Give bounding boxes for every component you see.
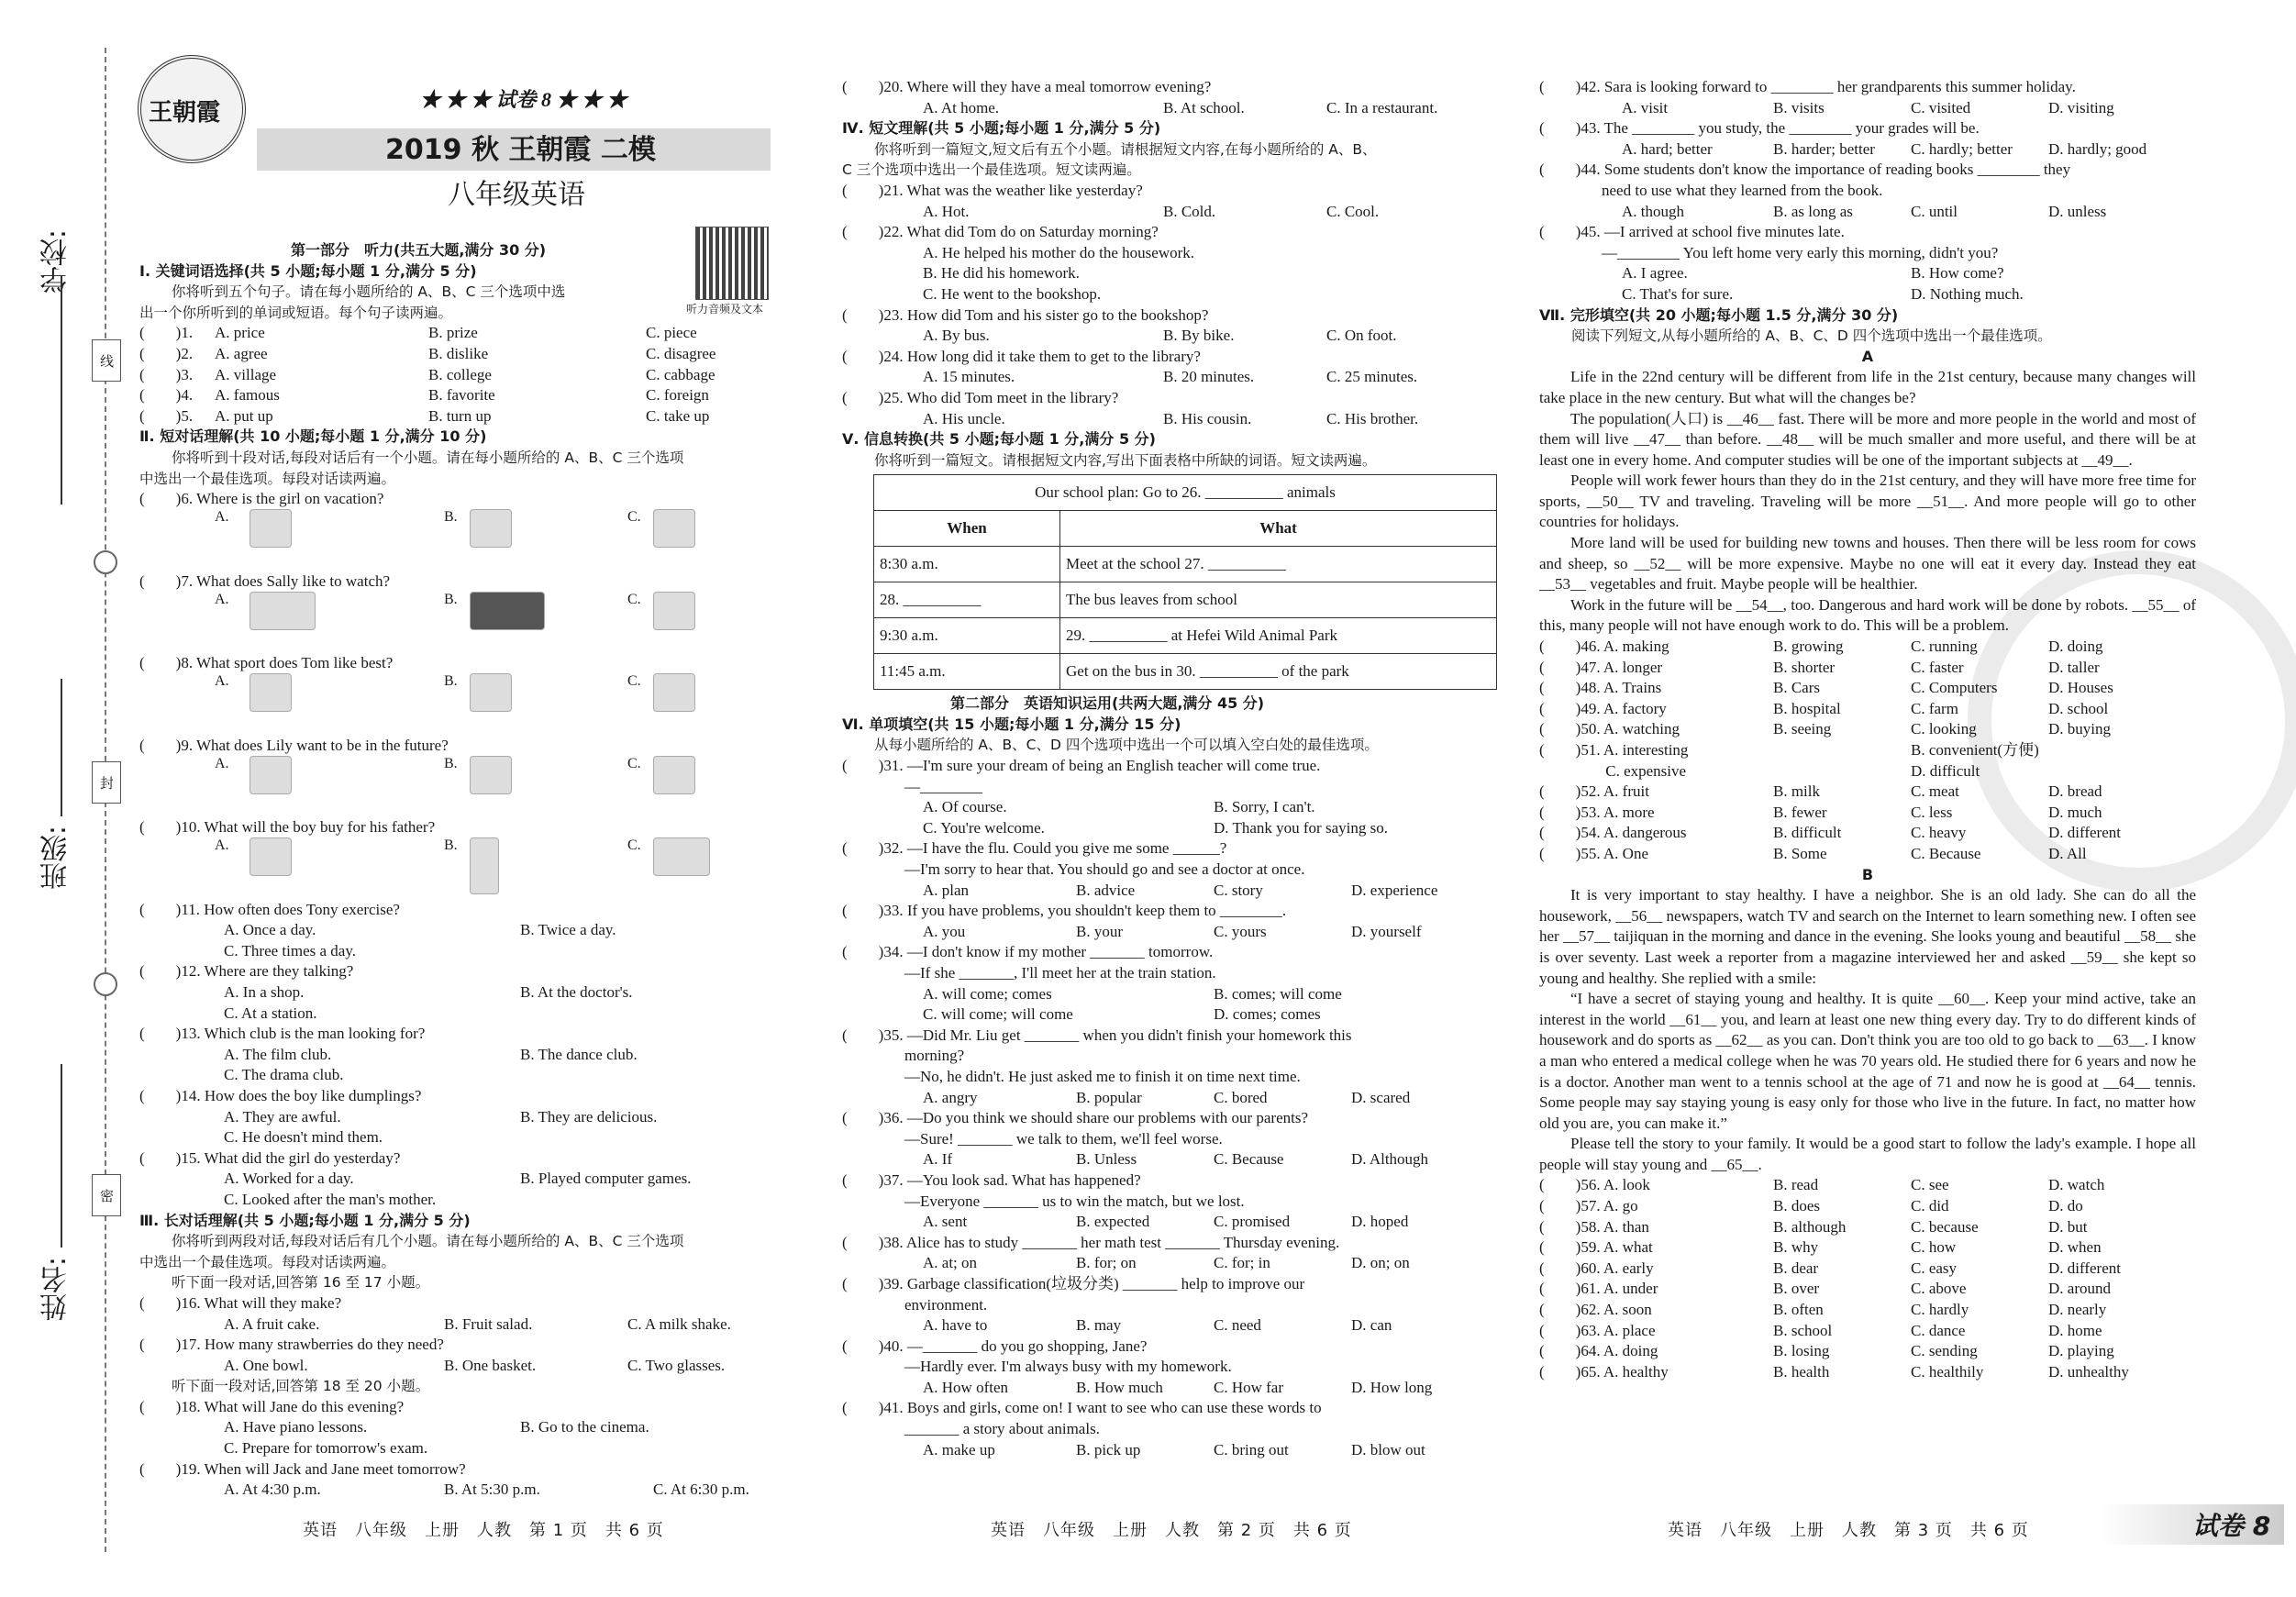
table-row: 9:30 a.m. 29. __________ at Hefei Wild Animal Park xyxy=(874,618,1497,654)
cap-icon[interactable] xyxy=(250,837,292,876)
seal-mark-seal: 封 xyxy=(92,761,121,804)
section1-intro: 你将听到五个句子。请在每小题所给的 A、B、C 三个选项中选 xyxy=(172,283,566,301)
table-row: 28. __________ The bus leaves from school xyxy=(874,582,1497,618)
section6-title: Ⅵ. 单项填空(共 15 小题;每小题 1 分,满分 15 分) xyxy=(842,715,1181,733)
column-1: 第一部分 听力(共五大题,满分 30 分) Ⅰ. 关键词语选择(共 5 小题;每小题 1 分,满分 5 分) 你将听到五个句子。请在每小题所给的 A、B、C 三个选项中选 出一个你所听到的单词或短语。每个句子读两遍。 ( )1. A. price B. prize C. piece ( )2. A. agree B. dislike C. disagree ( )3. A. village B. college C. cabbage ( )4. A. famous B. favorite C. foreign ( )5. A. put up B. turn up C. take up Ⅱ. 短对话理解(共 10 小题;每小题 1 分,满分 10 分) 你将听到十段对话,每段对话后有一个小题。请在每小题所给的 A、B、C 三个选项 中选出一个最佳选项。每段对话读两遍。 ( )6. Where is the girl on vacation? A. B. C. ( )7. What does Sally like to watch? A. B. C. ( )8. What sport does Tom like best? A. B. C. ( )9. What does Lily want to be in the future? A. B. C. ( )10. What will the boy buy for his father? A. B. C. ( )11. How often does Tony exercise? A. Once a day. B. Twice a day. C. Three times a day. ( )12. Where are they talking? A. In a shop. B. At the doctor's. C. At a station. ( )13. Which club is the man looking for? A. The film club. B. The dance club. C. The drama club. ( )14. How does the boy like dumplings? A. They are awful. B. They are delicious. C. He doesn't mind them. ( )15. What did the girl do yesterday? A. Worked for a day. B. Played computer games. C. Looked after the man's mother. Ⅲ. 长对话理解(共 5 小题;每小题 1 分,满分 5 分) 你将听到两段对话,每段对话后有几个小题。请在每小题所给的 A、B、C 三个选项 中选出一个最佳选项。每段对话读两遍。 听下面一段对话,回答第 16 至 17 小题。 ( )16. What will they make? A. A fruit cake. B. Fruit salad. C. A milk shake. ( )17. How many strawberries do they need? A. One bowl. B. One basket. C. Two glasses. 听下面一段对话,回答第 18 至 20 小题。 ( )18. What will Jane do this evening? A. Have piano lessons. B. Go to the cinema. C. Prepare for tomorrow's exam. ( )19. When will Jack and Jane meet tomorrow? A. At 4:30 p.m. B. At 5:30 p.m. C. At 6:30 p.m. xyxy=(139,240,800,1501)
big-ben-icon[interactable] xyxy=(250,509,292,548)
info-table-wrap xyxy=(842,471,1498,693)
page-subtitle: 八年级英语 xyxy=(448,179,585,211)
footer-page-3: 英语 八年级 上册 人教 第 3 页 共 6 页 xyxy=(1668,1521,2029,1540)
section1-intro: 出一个你所听到的单词或短语。每个句子读两遍。 xyxy=(139,304,453,321)
passage-a-options: ( )46. A. making B. growing C. running D. doing ( )47. A. longer B. shorter C. faster D. taller ( )48. A. Trains B. Cars C. Computers D. Houses ( )49. A. factory B. hospital C. farm D. school ( )50. A. watching B. seeing C. looking D. buying ( )51. A. interesting B. convenient(方便) C. expensive D. difficult ( )52. A. fruit B. milk C. meat D. bread ( )53. A. more B. fewer C. less D. much ( )54. A. dangerous B. difficult C. heavy D. different ( )55. A. One B. Some C. Because D. All xyxy=(1539,638,2121,862)
question-row: ( )3. A. village B. college C. cabbage xyxy=(139,365,715,383)
punch-hole xyxy=(94,972,117,996)
section4-title: Ⅳ. 短文理解(共 5 小题;每小题 1 分,满分 5 分) xyxy=(842,119,1161,138)
part2-title: 第二部分 英语知识运用(共两大题,满分 45 分) xyxy=(950,694,1265,713)
picture-question: ( )9. What does Lily want to be in the future? A. B. C. xyxy=(139,736,800,818)
section3-title: Ⅲ. 长对话理解(共 5 小题;每小题 1 分,满分 5 分) xyxy=(139,1211,471,1229)
tennis-player-icon[interactable] xyxy=(470,673,512,712)
chef-icon[interactable] xyxy=(250,756,292,794)
name-field[interactable] xyxy=(61,1064,62,1248)
section2-intro: 你将听到十段对话,每段对话后有一个小题。请在每小题所给的 A、B、C 三个选项 xyxy=(172,449,684,466)
section1-items xyxy=(139,323,800,427)
section2-title: Ⅱ. 短对话理解(共 10 小题;每小题 1 分,满分 10 分) xyxy=(139,427,487,446)
section2-text-items: ( )11. How often does Tony exercise? A. Once a day. B. Twice a day. C. Three times a day. ( )12. Where are they talking? A. In a shop. B. At the doctor's. C. At a station. ( )13. Which club is the man looking for? A. The film club. B. The dance club. C. The drama club. ( )14. How does the boy like dumplings? A. They are awful. B. They are delicious. C. He doesn't mind them. ( )15. What did the girl do yesterday? A. Worked for a day. B. Played computer games. C. Looked after the man's mother. xyxy=(139,900,692,1208)
logo-seal xyxy=(138,55,246,163)
table-row: 11:45 a.m. Get on the bus in 30. __________ of the park xyxy=(874,654,1497,690)
nurse-icon[interactable] xyxy=(470,756,512,794)
school-label: 学校: xyxy=(40,229,72,294)
page-title: 2019 秋 王朝霞 二模 xyxy=(385,134,656,166)
table-row: 8:30 a.m. Meet at the school 27. __________ xyxy=(874,547,1497,582)
logo-text: 王朝霞 xyxy=(149,99,221,127)
news-tv-icon[interactable] xyxy=(470,592,545,630)
column-2: ( )20. Where will they have a meal tomorrow evening? A. At home. B. At school. C. In a restaurant. Ⅳ. 短文理解(共 5 小题;每小题 1 分,满分 5 分) 你将听到一篇短文,短文后有五个小题。请根据短文内容,在每小题所给的 A、B、 C 三个选项中选出一个最佳选项。短文读两遍。 ( )21. What was the weather like yesterday? A. Hot. B. Cold. C. Cool. ( )22. What did Tom do on Saturday morning? A. He helped his mother do the housework. B. He did his homework. C. He went to the bookshop. ( )23. How did Tom and his sister go to the bookshop? A. By bus. B. By bike. C. On foot. ( )24. How long did it take them to get to the library? A. 15 minutes. B. 20 minutes. C. 25 minutes. ( )25. Who did Tom meet in the library? A. His uncle. B. His cousin. C. His brother. Ⅴ. 信息转换(共 5 小题;每小题 1 分,满分 5 分) 你将听到一篇短文。请根据短文内容,写出下面表格中所缺的词语。短文读两遍。 Our school plan: Go to 26. __________ animals When What 8:30 a.m. Meet at the school 27. __________ 28. __________ The bus leaves from school 9:30 a.m. 29. __________ at Hefei Wild Animal Park 11:45 a.m. Get on the bus in 30. __________ of the park 第二部分 英语知识运用(共两大题,满分 45 分) Ⅵ. 单项填空(共 15 小题;每小题 1 分,满分 15 分) 从每小题所给的 A、B、C、D 四个选项中选出一个可以填入空白处的最佳选项。 ( )31. —I'm sure your dream of being an English teacher will come true. —________ A. Of course. B. Sorry, I can't. C. You're welcome. D. Thank you for saying so. ( )32. —I have the flu. Could you give me some ______? —I'm sorry to hear that. You should go and see a doctor at once. A. plan B. advice C. story D. experience ( )33. If you have problems, you shouldn't keep them to ________. A. you B. your C. yours D. yourself ( )34. —I don't know if my mother _______ tomorrow. —If she _______, I'll meet her at the train station. A. will come; comes B. comes; will come C. will come; will come D. comes; comes ( )35. —Did Mr. Liu get _______ when you didn't finish your homework this morning? —No, he didn't. He just asked me to finish it on time next time. A. angry B. popular C. bored D. scared ( )36. —Do you think we should share our problems with our parents? —Sure! _______ we talk to them, we'll feel worse. A. If B. Unless C. Because D. Although ( )37. —You look sad. What has happened? —Everyone _______ us to win the match, but we lost. A. sent B. expected C. promised D. hoped ( )38. Alice has to study _______ her math test _______ Thursday evening. A. at; on B. for; on C. for; in D. on; on ( )39. Garbage classification(垃圾分类) _______ help to improve our environment. A. have to B. may C. need D. can ( )40. —_______ do you go shopping, Jane? —Hardly ever. I'm always busy with my homework. A. How often B. How much C. How far D. How long ( )41. Boys and girls, come on! I want to see who can use these words to _______ a story about animals. A. make up B. pick up C. bring out D. blow out xyxy=(842,77,1498,1460)
paper-tag: ★ ★ ★ 试卷 8 ★ ★ ★ xyxy=(420,88,627,111)
info-table: Our school plan: Go to 26. __________ animals When What 8:30 a.m. Meet at the school 27. __________ 28. __________ The bus leaves from school 9:30 a.m. 29. __________ at Hefei Wild Animal Park 11:45 a.m. Get on the bus in 30. __________ of the park xyxy=(873,474,1497,690)
picture-question: ( )7. What does Sally like to watch? A. B. C. xyxy=(139,571,800,654)
passage-b-label: B xyxy=(1861,865,1874,883)
class-field[interactable] xyxy=(61,679,62,816)
comedian-face-icon[interactable] xyxy=(653,592,695,630)
picture-question: ( )8. What sport does Tom like best? A. B. C. xyxy=(139,653,800,736)
picture-question: ( )10. What will the boy buy for his father? A. B. C. xyxy=(139,817,800,900)
cartoon-icon[interactable] xyxy=(250,592,316,630)
baseball-player-icon[interactable] xyxy=(653,673,695,712)
question-row: ( )1. A. price B. prize C. piece xyxy=(139,324,697,342)
question-row: ( )2. A. agree B. dislike C. disagree xyxy=(139,344,716,362)
seal-mark-secret: 密 xyxy=(92,1174,121,1216)
passage-a: Life in the 22nd century will be different from life in the 21st century, because many changes will take place in the new century. But what will the changes be? The population(人口) is __46__ fast. There will be more and more people in the world and most of them will live __47__ than before. __48__ will be much smaller and more useful, and there will be at least one in every home. And computer studies will be one of the important subjects at __49__. People will work fewer hours than they do in the 21st century, and they will have more free time for sports, __50__ TV and traveling. Traveling will be more __51__. And more people will go to other countries for holidays. More land will be used for building new towns and houses. Then there will be less room for cows and sheep, so __52__ will be more expensive. Maybe no one will eat it every day. Instead they eat __53__ vegetables and fruit. Maybe people will be healthier. Work in the future will be __54__, too. Dangerous and hard work will be done by robots. __55__ of this, many people will not have enough work to do. This will be a problem. xyxy=(1539,368,2196,635)
statue-of-liberty-icon[interactable] xyxy=(653,509,695,548)
part1-title: 第一部分 听力(共五大题,满分 30 分) xyxy=(291,241,547,259)
footer-page-1: 英语 八年级 上册 人教 第 1 页 共 6 页 xyxy=(303,1521,664,1540)
name-label: 姓名: xyxy=(40,1257,72,1322)
eiffel-tower-icon[interactable] xyxy=(470,509,512,548)
school-field[interactable] xyxy=(61,275,62,505)
sneakers-icon[interactable] xyxy=(653,837,710,876)
footer-page-2: 英语 八年级 上册 人教 第 2 页 共 6 页 xyxy=(991,1521,1352,1540)
section1-title: Ⅰ. 关键词语选择(共 5 小题;每小题 1 分,满分 5 分) xyxy=(139,261,477,280)
seal-mark-line: 线 xyxy=(92,339,121,382)
column-3: ( )42. Sara is looking forward to ________ her grandparents this summer holiday. A. visit B. visits C. visited D. visiting ( )43. The ________ you study, the ________ your grades will be. A. hard; better B. harder; better C. hardly; better D. hardly; good ( )44. Some students don't know the importance of reading books ________ they need to use what they learned from the book. A. though B. as long as C. until D. unless ( )45. —I arrived at school five minutes late. —________ You left home very early this morning, didn't you? A. I agree. B. How come? C. That's for sure. D. Nothing much. Ⅶ. 完形填空(共 20 小题;每小题 1.5 分,满分 30 分) 阅读下列短文,从每小题所给的 A、B、C、D 四个选项中选出一个最佳选项。 A Life in the 22nd century will be different from life in the 21st century, because many changes will take place in the new century. But what will the changes be? The population(人口) is __46__ fast. There will be more and more people in the world and most of them will live __47__ than before. __48__ will be much smaller and more useful, and there will be at least one in every home. And computer studies will be one of the important subjects at __49__. People will work fewer hours than they do in the 21st century, and they will have more free time for sports, __50__ TV and traveling. Traveling will be more __51__. And more people will go to other countries for holidays. More land will be used for building new towns and houses. Then there will be less room for cows and sheep, so __52__ will be more expensive. Maybe no one will eat it every day. Instead they eat __53__ vegetables and fruit. Maybe people will be healthier. Work in the future will be __54__, too. Dangerous and hard work will be done by robots. __55__ of this, many people will not have enough work to do. This will be a problem. ( )46. A. making B. growing C. running D. doing ( )47. A. longer B. shorter C. faster D. taller ( )48. A. Trains B. Cars C. Computers D. Houses ( )49. A. factory B. hospital C. farm D. school ( )50. A. watching B. seeing C. looking D. buying ( )51. A. interesting B. convenient(方便) C. expensive D. difficult ( )52. A. fruit B. milk C. meat D. bread ( )53. A. more B. fewer C. less D. much ( )54. A. dangerous B. difficult C. heavy D. different ( )55. A. One B. Some C. Because D. All B It is very important to stay healthy. I have a neighbor. She is an old lady. She can do all the housework, __56__ newspapers, watch TV and search on the Internet to learn something new. I often see her __57__ taijiquan in the morning and dance in the evening. She looks young and beautiful __58__ she is over seventy. Last week a reporter from a magazine interviewed her and asked __59__ she kept so young and healthy. She replied with a smile: “I have a secret of staying young and healthy. It is quite __60__. Keep your mind active, take an interest in the world __61__ you, and learn at least one new thing every day. Try to do different kinds of housework and do sports as __62__ as you can. Don't think you are too old to go back to __63__. I know a man who entered a medical college when he was 70 years old. He studied there for 6 years and now he is a doctor. Another man went to a tennis school at the age of 71 and now he is good at __64__ tennis. Some people may say staying young is easy only for those who live in the future. In fact, no matter how old you are, you can make it.” Please tell the story to your family. It would be a good start to follow the lady's example. I hope all people will stay young and __65__. ( )56. A. look B. read C. see D. watch ( )57. A. go B. does C. did D. do ( )58. A. than B. although C. because D. but ( )59. A. what B. why C. how D. when ( )60. A. early B. dear C. easy D. different ( )61. A. under B. over C. above D. around ( )62. A. soon B. often C. hardly D. nearly ( )63. A. place B. school C. dance D. home ( )64. A. doing B. losing C. sending D. playing ( )65. A. healthy B. health C. healthily D. unhealthy xyxy=(1539,77,2196,1382)
picture-question: ( )6. Where is the girl on vacation? A. B. C. xyxy=(139,489,800,571)
section5-title: Ⅴ. 信息转换(共 5 小题;每小题 1 分,满分 5 分) xyxy=(842,430,1156,449)
punch-hole xyxy=(94,550,117,574)
trousers-icon[interactable] xyxy=(470,837,499,894)
basketball-player-icon[interactable] xyxy=(250,673,292,712)
table-title[interactable]: Our school plan: Go to 26. __________ animals xyxy=(874,475,1497,511)
passage-a-label: A xyxy=(1861,347,1874,365)
paper-badge: 试卷 8 xyxy=(2192,1511,2271,1541)
section2-intro: 中选出一个最佳选项。每段对话读两遍。 xyxy=(139,470,396,487)
passage-b: It is very important to stay healthy. I have a neighbor. She is an old lady. She can do all the housework, __56__ newspapers, watch TV and search on the Internet to learn something new. I often see her __57__ taijiquan in the morning and dance in the evening. She looks young and beautiful __58__ she is over seventy. Last week a reporter from a magazine interviewed her and asked __59__ she kept so young and healthy. She replied with a smile: “I have a secret of staying young and healthy. It is quite __60__. Keep your mind active, take an interest in the world __61__ you, and learn at least one new thing every day. Try to do different kinds of housework and do sports as __62__ as you can. Don't think you are too old to go back to __63__. I know a man who entered a medical college when he was 70 years old. He studied there for 6 years and now he is a doctor. Another man went to a tennis school at the age of 71 and now he is good at __64__ tennis. Some people may say staying young is easy only for those who live in the future. In fact, no matter how old you are, you can make it.” Please tell the story to your family. It would be a good start to follow the lady's example. I hope all people will stay young and __65__. xyxy=(1539,886,2196,1173)
class-label: 班级: xyxy=(40,826,72,891)
teacher-icon[interactable] xyxy=(653,756,695,794)
question-row: ( )4. A. famous B. favorite C. foreign xyxy=(139,386,709,405)
qr-caption: 听力音频及文本 xyxy=(686,303,764,316)
section6-items: ( )31. —I'm sure your dream of being an English teacher will come true. —________ A. Of course. B. Sorry, I can't. C. You're welcome. D. Thank you for saying so. ( )32. —I have the flu. Could you give me some ______? —I'm sorry to hear that. You should go and see a doctor at once. A. plan B. advice C. story D. experience ( )33. If you have problems, you shouldn't keep them to ________. A. you B. your C. yours D. yourself ( )34. —I don't know if my mother _______ tomorrow. —If she _______, I'll meet her at the train station. A. will come; comes B. comes; will come C. will come; will come D. comes; comes ( )35. —Did Mr. Liu get _______ when you didn't finish your homework this morning? —No, he didn't. He just asked me to finish it on time next time. A. angry B. popular C. bored D. scared ( )36. —Do you think we should share our problems with our parents? —Sure! _______ we talk to them, we'll feel worse. A. If B. Unless C. Because D. Although ( )37. —You look sad. What has happened? —Everyone _______ us to win the match, but we lost. A. sent B. expected C. promised D. hoped ( )38. Alice has to study _______ her math test _______ Thursday evening. A. at; on B. for; on C. for; in D. on; on ( )39. Garbage classification(垃圾分类) _______ help to improve our environment. A. have to B. may C. need D. can ( )40. —_______ do you go shopping, Jane? —Hardly ever. I'm always busy with my homework. A. How often B. How much C. How far D. How long ( )41. Boys and girls, come on! I want to see who can use these words to _______ a story about animals. A. make up B. pick up C. bring out D. blow out xyxy=(842,757,1438,1458)
watermark-seal xyxy=(1968,550,2296,892)
question-row: ( )5. A. put up B. turn up C. take up xyxy=(139,406,710,425)
section7-title: Ⅶ. 完形填空(共 20 小题;每小题 1.5 分,满分 30 分) xyxy=(1539,305,1899,324)
passage-b-options: ( )56. A. look B. read C. see D. watch ( )57. A. go B. does C. did D. do ( )58. A. than B. although C. because D. but ( )59. A. what B. why C. how D. when ( )60. A. early B. dear C. easy D. different ( )61. A. under B. over C. above D. around ( )62. A. soon B. often C. hardly D. nearly ( )63. A. place B. school C. dance D. home ( )64. A. doing B. losing C. sending D. playing ( )65. A. healthy B. health C. healthily D. unhealthy xyxy=(1539,1176,2129,1381)
